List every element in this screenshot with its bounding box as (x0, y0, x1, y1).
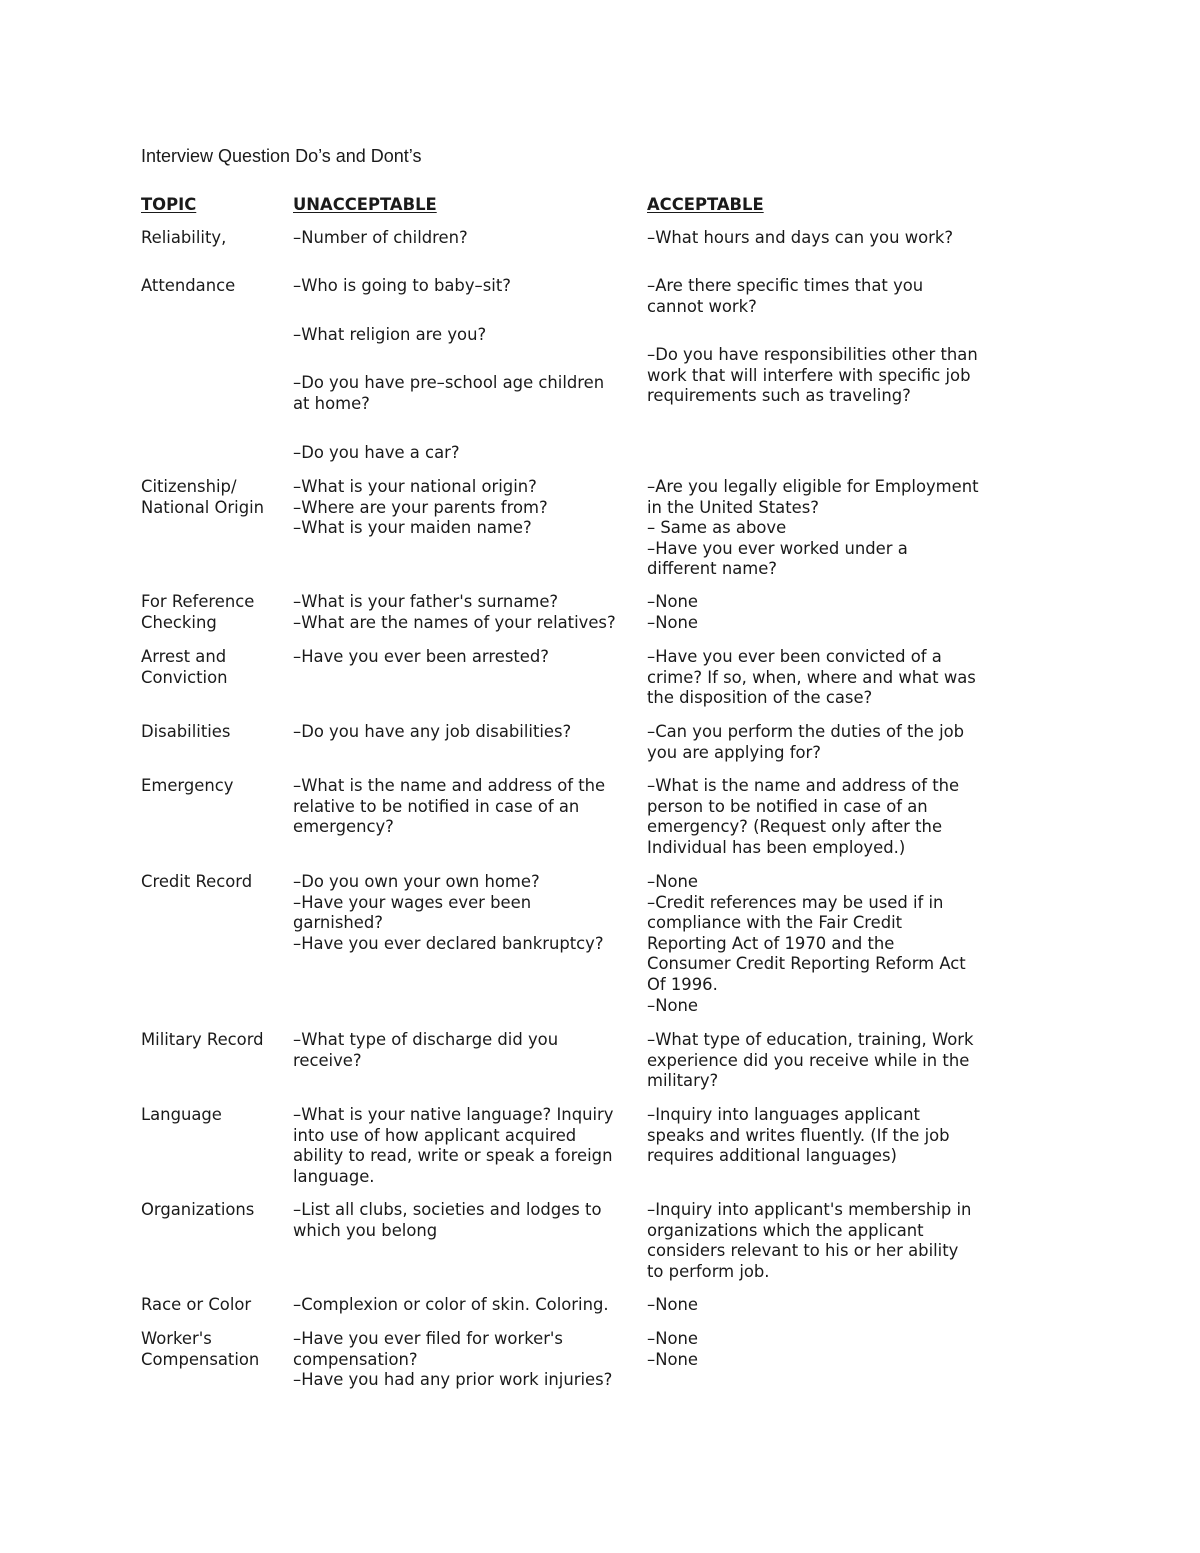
row-topic: Credit Record (141, 872, 253, 891)
row-unacceptable: –What religion are you? (293, 325, 487, 344)
row-topic: Language (141, 1105, 222, 1124)
row-acceptable: –Inquiry into languages applicant speaks and writes fluently. (If the job requires additional languages) (647, 1105, 950, 1166)
column-header-acceptable: ACCEPTABLE (647, 195, 764, 214)
row-acceptable: –Are you legally eligible for Employment in the United States? – Same as above –Have you ever worked under a different name? (647, 477, 979, 579)
row-unacceptable: –List all clubs, societies and lodges to which you belong (293, 1200, 602, 1240)
document-title: Interview Question Do’s and Dont’s (141, 146, 422, 166)
row-unacceptable: –What type of discharge did you receive? (293, 1030, 559, 1070)
row-topic: Worker's Compensation (141, 1329, 260, 1369)
row-acceptable: –Can you perform the duties of the job you are applying for? (647, 722, 965, 762)
row-acceptable: –Inquiry into applicant's membership in organizations which the applicant considers relevant to his or her ability to perform job. (647, 1200, 972, 1281)
column-header-unacceptable: UNACCEPTABLE (293, 195, 437, 214)
row-topic: Organizations (141, 1200, 255, 1219)
row-acceptable: –Are there specific times that you cannot work? (647, 276, 924, 316)
row-topic: Citizenship/ National Origin (141, 477, 265, 517)
row-topic: For Reference Checking (141, 592, 255, 632)
row-unacceptable: –Have you ever filed for worker's compensation? –Have you had any prior work injuries? (293, 1329, 613, 1390)
row-unacceptable: –Have you ever been arrested? (293, 647, 549, 666)
row-unacceptable: –Do you own your own home? –Have your wages ever been garnished? –Have you ever declared bankruptcy? (293, 872, 604, 953)
row-unacceptable: –What is your national origin? –Where are your parents from? –What is your maiden name? (293, 477, 548, 538)
row-topic: Emergency (141, 776, 234, 795)
row-acceptable: –What type of education, training, Work experience did you receive while in the military? (647, 1030, 974, 1091)
row-unacceptable: –Do you have any job disabilities? (293, 722, 572, 741)
row-acceptable: –None –Credit references may be used if in compliance with the Fair Credit Reporting Act of 1970 and the Consumer Credit Reporting Reform Act Of 1996. –None (647, 872, 966, 1015)
row-unacceptable: –What is your native language? Inquiry into use of how applicant acquired ability to read, write or speak a foreign language. (293, 1105, 614, 1186)
row-topic: Race or Color (141, 1295, 252, 1314)
row-topic: Arrest and Conviction (141, 647, 228, 687)
row-acceptable: –None (647, 1295, 698, 1314)
row-topic: Attendance (141, 276, 236, 295)
row-unacceptable: –Do you have pre–school age children at home? (293, 373, 605, 413)
row-acceptable: –What is the name and address of the person to be notified in case of an emergency? (Request only after the Individual has been employed.) (647, 776, 960, 857)
row-acceptable: –Have you ever been convicted of a crime? If so, when, where and what was the disposition of the case? (647, 647, 976, 708)
row-unacceptable: –Do you have a car? (293, 443, 460, 462)
row-acceptable: –Do you have responsibilities other than work that will interfere with specific job requirements such as traveling? (647, 345, 978, 406)
row-unacceptable: –What is your father's surname? –What are the names of your relatives? (293, 592, 616, 632)
row-unacceptable: –Number of children? (293, 228, 468, 247)
row-unacceptable: –Who is going to baby–sit? (293, 276, 511, 295)
row-acceptable: –None –None (647, 592, 698, 632)
row-unacceptable: –Complexion or color of skin. Coloring. (293, 1295, 609, 1314)
row-unacceptable: –What is the name and address of the relative to be notified in case of an emergency? (293, 776, 606, 837)
row-topic: Reliability, (141, 228, 227, 247)
row-topic: Military Record (141, 1030, 264, 1049)
row-topic: Disabilities (141, 722, 231, 741)
row-acceptable: –None –None (647, 1329, 698, 1369)
column-header-topic: TOPIC (141, 195, 197, 214)
row-acceptable: –What hours and days can you work? (647, 228, 954, 247)
